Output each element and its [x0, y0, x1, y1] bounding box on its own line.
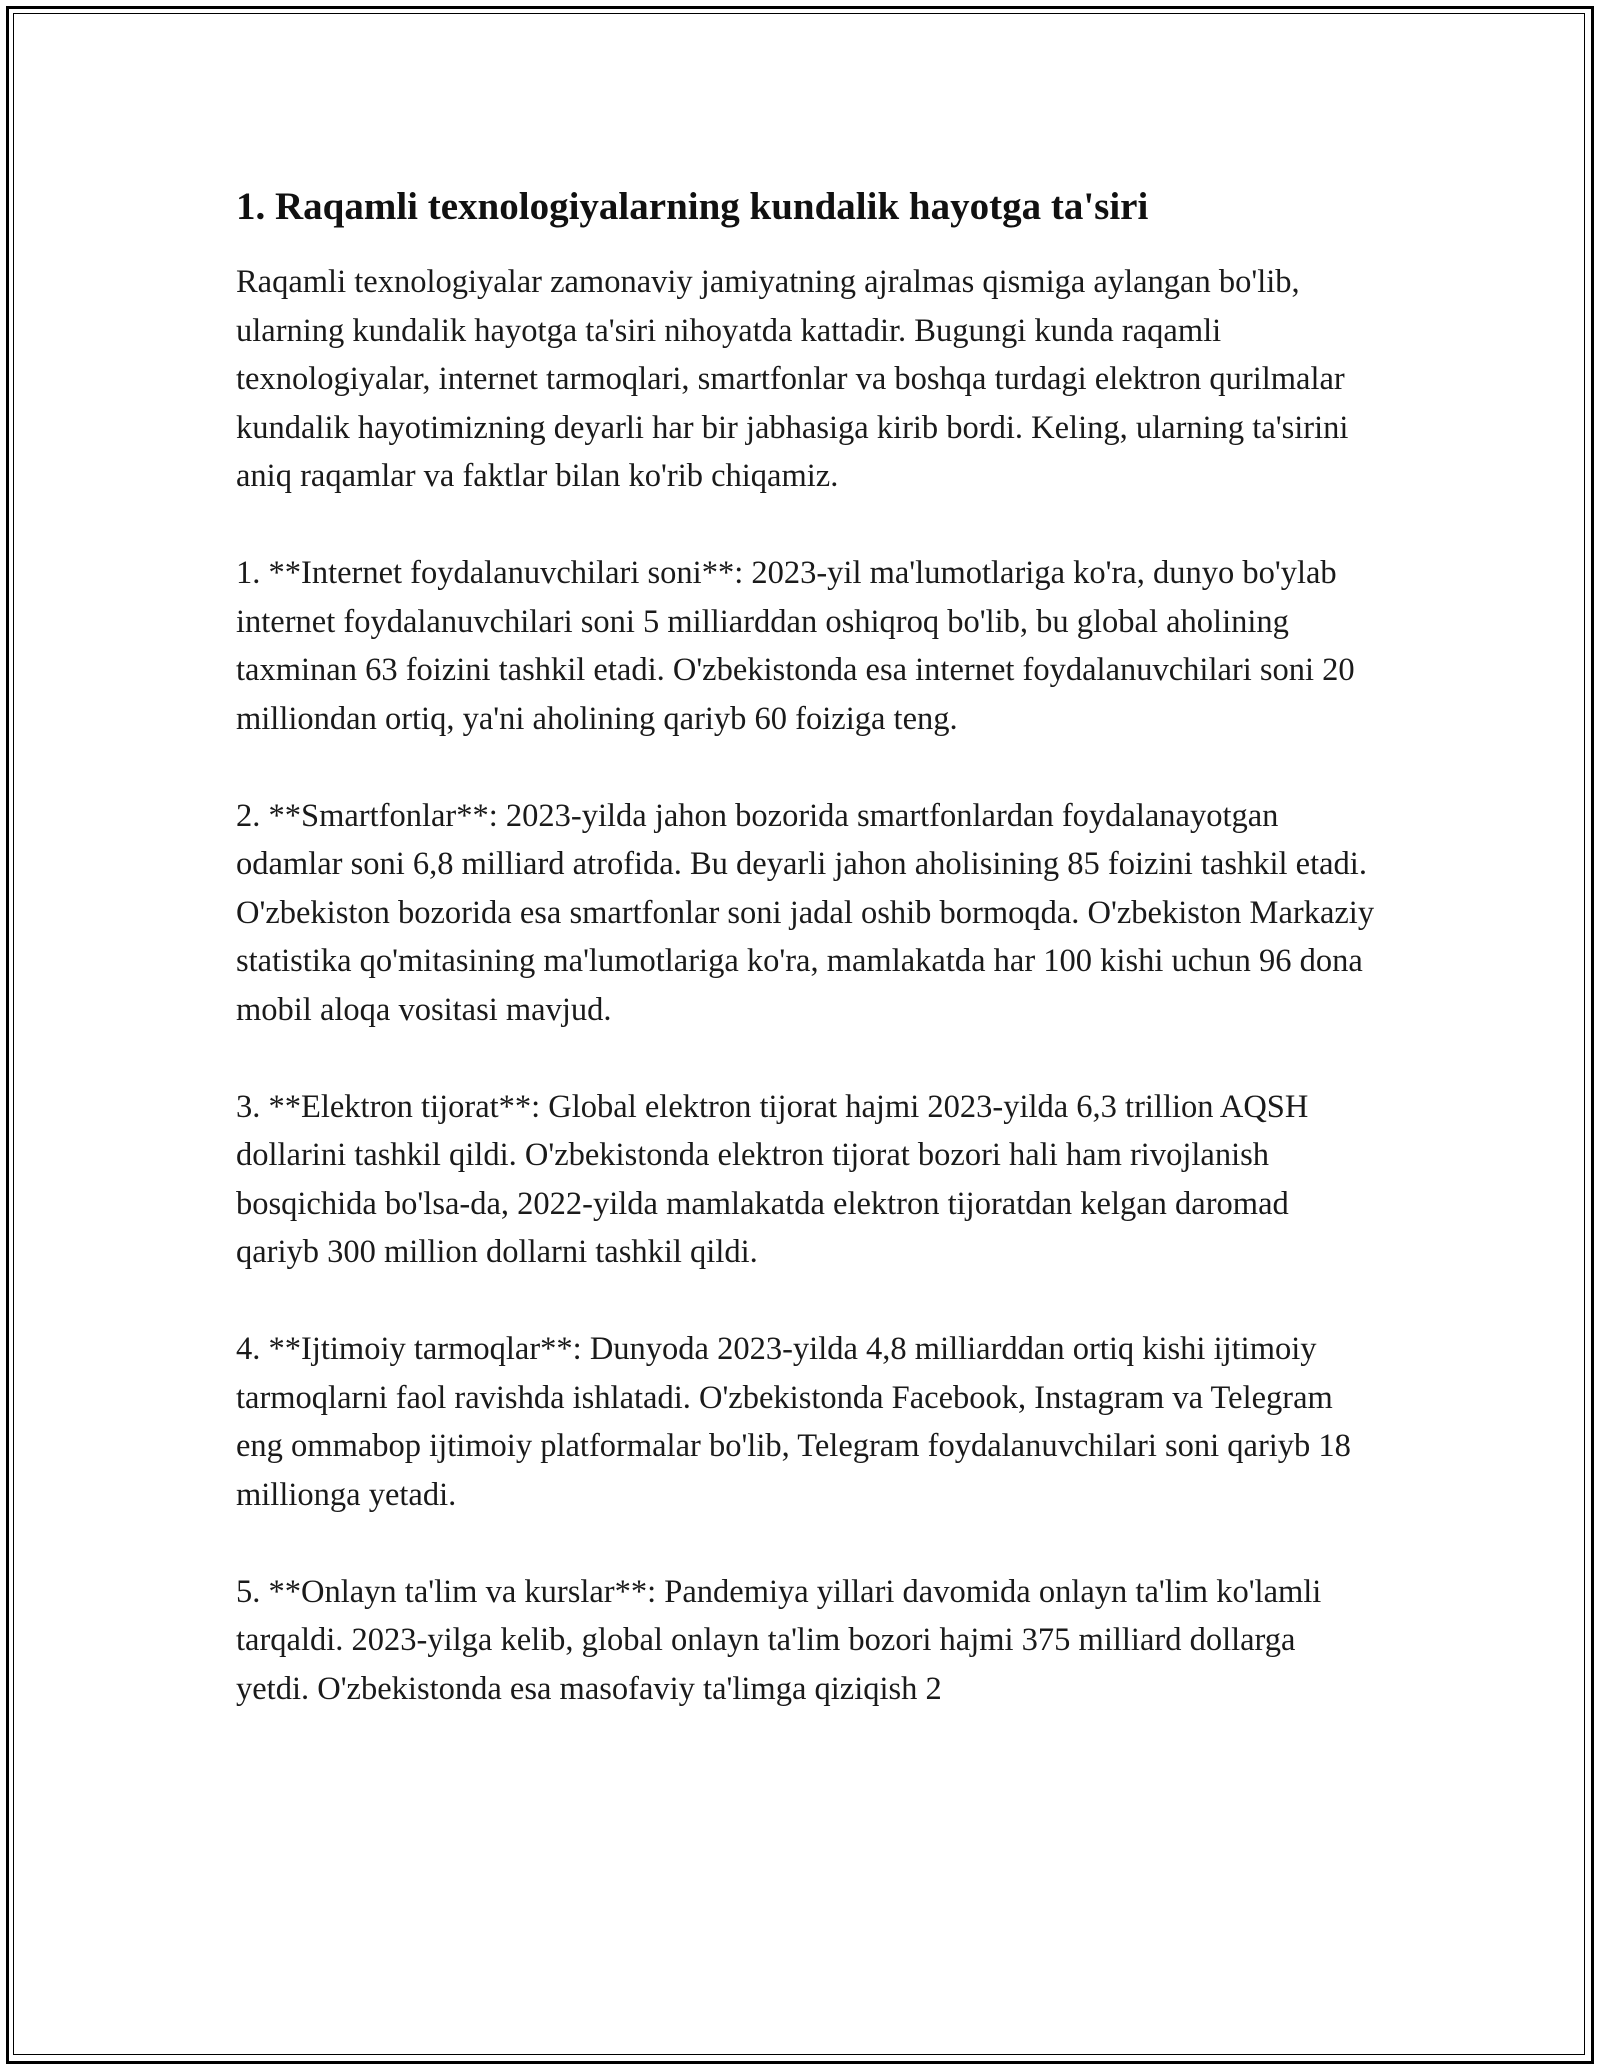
paragraph-social-networks: 4. **Ijtimoiy tarmoqlar**: Dunyoda 2023-yilda 4,8 milliarddan ortiq kishi ijtimoiy tarmoqlarni faol ravishda ishlatadi. O'zbekistonda Facebook, Instagram va Telegram eng ommabop ijtimoiy platformalar bo'lib, Telegram foydalanuvchilari soni qariyb 18 millionga yetadi.: [236, 1331, 1351, 1513]
paragraph-online-learning: 5. **Onlayn ta'lim va kurslar**: Pandemiya yillari davomida onlayn ta'lim ko'lamli tarqaldi. 2023-yilga kelib, global onlayn ta'lim bozori hajmi 375 milliard dollarga yetdi. O'zbekistonda esa masofaviy ta'limga qiziqish 2: [236, 1573, 1322, 1707]
intro-paragraph: Raqamli texnologiyalar zamonaviy jamiyatning ajralmas qismiga aylangan bo'lib, ularning kundalik hayotga ta'siri nihoyatda kattadir. Bugungi kunda raqamli texnologiyalar, internet tarmoqlari, smartfonlar va boshqa turdagi elektron qurilmalar kundalik hayotimizning deyarli har bir jabhasiga kirib bordi. Keling, ularning ta'sirini aniq raqamlar va faktlar bilan ko'rib chiqamiz.: [236, 264, 1349, 494]
paragraph-e-commerce: 3. **Elektron tijorat**: Global elektron tijorat hajmi 2023-yilda 6,3 trillion AQSH dollarini tashkil qildi. O'zbekistonda elektron tijorat bozori hali ham rivojlanish bosqichida bo'lsa-da, 2022-yilda mamlakatda elektron tijoratdan kelgan daromad qariyb 300 million dollarni tashkil qildi.: [236, 1088, 1309, 1270]
document-body: [236, 182, 1376, 1762]
paragraph-smartphones: 2. **Smartfonlar**: 2023-yilda jahon bozorida smartfonlardan foydalanayotgan odamlar soni 6,8 milliard atrofida. Bu deyarli jahon aholisining 85 foizini tashkil etadi. O'zbekiston bozorida esa smartfonlar soni jadal oshib bormoqda. O'zbekiston Markaziy statistika qo'mitasining ma'lumotlariga ko'ra, mamlakatda har 100 kishi uchun 96 dona mobil aloqa vositasi mavjud.: [236, 797, 1375, 1028]
paragraph-internet-users: 1. **Internet foydalanuvchilari soni**: 2023-yil ma'lumotlariga ko'ra, dunyo bo'ylab internet foydalanuvchilari soni 5 milliarddan oshiqroq bo'lib, bu global aholining taxminan 63 foizini tashkil etadi. O'zbekistonda esa internet foydalanuvchilari soni 20 milliondan ortiq, ya'ni aholining qariyb 60 foiziga teng.: [236, 555, 1355, 737]
document-title: 1. Raqamli texnologiyalarning kundalik hayotga ta'siri: [236, 185, 1149, 228]
